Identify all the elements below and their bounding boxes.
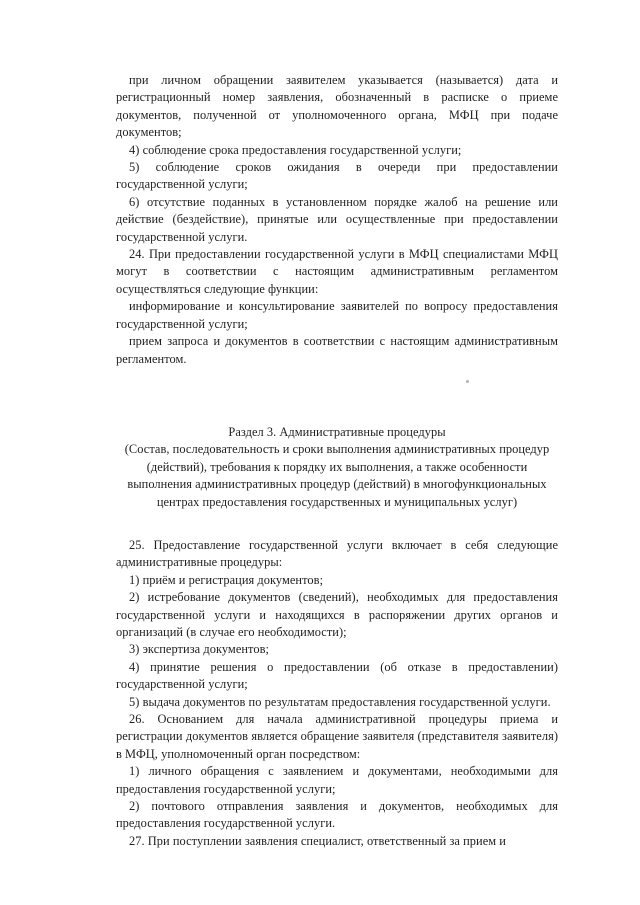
paragraph-24-mfc: 24. При предоставлении государственной услуги в МФЦ специалистами МФЦ могут в соответствии с настоящим административным регламентом осуществляться следующие функции: (116, 247, 558, 296)
paragraph-informing: информирование и консультирование заявителей по вопросу предоставления государственной услуги; (116, 299, 558, 331)
scan-speck (466, 380, 469, 383)
spacer (116, 368, 558, 424)
paragraph-item-6-complaints: 6) отсутствие поданных в установленном порядке жалоб на решение или действие (бездействие), принятые или осуществленные при предоставлении государственной услуги. (116, 194, 558, 244)
paragraph-26-basis: 26. Основанием для начала административной процедуры приема и регистрации документов является обращение заявителя (представителя заявителя) в МФЦ, уполномоченный орган посредством: (116, 712, 558, 761)
paragraph-applicant-date: при личном обращении заявителем указывается (называется) дата и регистрационный номер заявления, обозначенный в расписке о приеме документов, полученной от уполномоченного органа, МФЦ при подаче документов; (116, 73, 558, 140)
paragraph-procedure-4: 4) принятие решения о предоставлении (об отказе в предоставлении) государственной услуги; (116, 659, 558, 692)
spacer (116, 511, 558, 537)
paragraph-request-receipt: прием запроса и документов в соответствии с настоящим административным регламентом. (116, 334, 558, 366)
paragraph-25-procedures: 25. Предоставление государственной услуги включает в себя следующие административные процедуры: (116, 537, 558, 570)
paragraph-procedure-5: 5) выдача документов по результатам предоставления государственной услуги. (129, 694, 551, 709)
paragraph-procedure-2: 2) истребование документов (сведений), необходимых для предоставления государственной услуги и находящихся в распоряжении других органов и организаций (в случае его необходимости); (116, 590, 558, 639)
section-heading-subtitle: (Состав, последовательность и сроки выполнения административных процедур (действий), требования к порядку их выполнения, а также особенности выполнения административных процедур (действий) в многофункциональных центрах предоставления государственных и муниципальных услуг) (124, 442, 550, 509)
section-heading-title: Раздел 3. Административные процедуры (228, 424, 446, 439)
paragraph-basis-1: 1) личного обращения с заявлением и документами, необходимыми для предоставления государственной услуги; (116, 764, 558, 796)
paragraph-procedure-1: 1) приём и регистрация документов; (129, 572, 324, 587)
paragraph-item-5-queue: 5) соблюдение сроков ожидания в очереди при предоставлении государственной услуги; (116, 160, 558, 192)
paragraph-procedure-3: 3) экспертиза документов; (129, 642, 269, 657)
paragraph-basis-2: 2) почтового отправления заявления и документов, необходимых для предоставления государственной услуги. (116, 799, 558, 831)
document-text (116, 72, 558, 850)
paragraph-27-receipt: 27. При поступлении заявления специалист, ответственный за прием и (129, 833, 506, 848)
paragraph-item-4-deadline: 4) соблюдение срока предоставления государственной услуги; (129, 142, 462, 157)
